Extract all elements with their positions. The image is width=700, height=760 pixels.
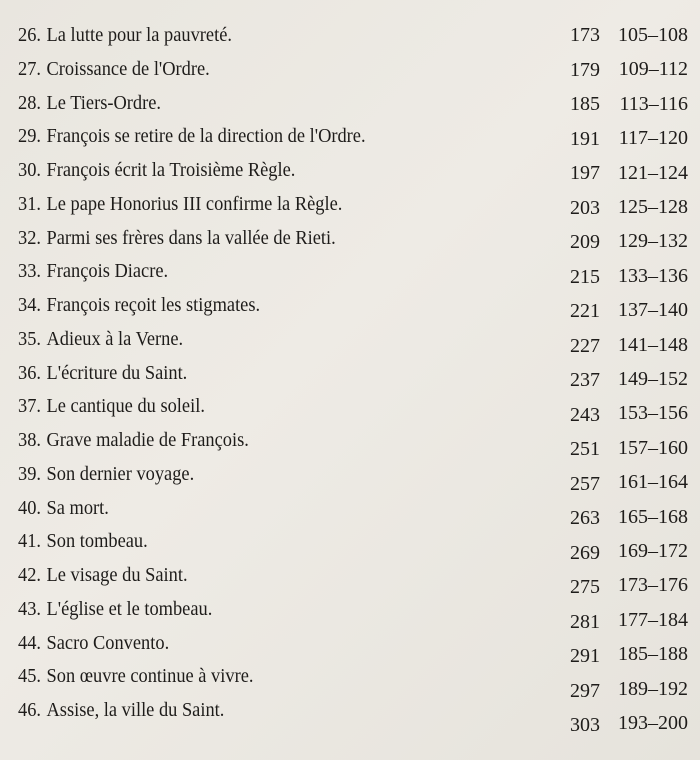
page-range: 141–148: [618, 333, 688, 356]
page-range: 117–120: [618, 127, 688, 150]
toc-entry-title: [18, 395, 205, 418]
page-range: 109–112: [618, 58, 688, 81]
toc-entry-title: [18, 58, 210, 81]
page-range: 129–132: [618, 230, 688, 253]
page-number: 209: [570, 231, 600, 253]
page-range: 157–160: [618, 436, 688, 459]
toc-entry-title: [18, 193, 342, 216]
page-number: 303: [570, 714, 600, 736]
page-number: 263: [570, 507, 600, 529]
chapter-number: 37.: [18, 395, 41, 418]
chapter-title: Son tombeau.: [46, 530, 148, 553]
page-range: 173–176: [618, 574, 688, 597]
chapter-number: 34.: [18, 294, 41, 316]
page-range: 189–192: [618, 677, 688, 700]
page-range: 105–108: [618, 24, 688, 46]
page-range: 185–188: [618, 643, 688, 666]
page-number: 203: [570, 196, 600, 219]
chapter-number: 27.: [18, 57, 41, 80]
chapter-title: Parmi ses frères dans la vallée de Rieti.: [46, 226, 336, 249]
chapter-number: 40.: [18, 496, 41, 519]
toc-entry-title: [18, 92, 161, 115]
chapter-number: 36.: [18, 361, 41, 384]
toc-entry-title: [18, 328, 183, 351]
page-number: 275: [570, 576, 600, 598]
chapter-title: Son dernier voyage.: [46, 462, 195, 485]
toc-entry-title: [18, 699, 224, 722]
chapter-number: 30.: [18, 159, 41, 181]
toc-entry-title: [18, 564, 188, 587]
toc-entry-title: [18, 294, 260, 317]
toc-entry-title: [18, 159, 295, 182]
chapter-title: Sacro Convento.: [46, 631, 170, 654]
chapter-title: Grave maladie de François.: [46, 429, 249, 451]
toc-entry-title: [18, 530, 148, 553]
toc-entry-title: [18, 632, 169, 655]
page-range: 125–128: [618, 196, 688, 218]
chapter-title: La lutte pour la pauvreté.: [46, 24, 232, 46]
page-number: 237: [570, 369, 600, 391]
page-range: 121–124: [618, 161, 688, 184]
page-range: 149–152: [618, 368, 688, 390]
chapter-title: L'église et le tombeau.: [46, 597, 213, 620]
chapter-title: Le visage du Saint.: [46, 564, 188, 586]
page-number: 281: [570, 610, 600, 633]
toc-entry-title: [18, 24, 232, 47]
chapter-title: François se retire de la direction de l'Ordre.: [46, 125, 366, 148]
chapter-title: L'écriture du Saint.: [46, 361, 188, 384]
page-number: 227: [570, 334, 600, 357]
page-range: 165–168: [618, 505, 688, 528]
chapter-number: 39.: [18, 462, 41, 485]
toc-entry-title: [18, 125, 366, 148]
chapter-number: 31.: [18, 192, 41, 215]
page-range: 137–140: [618, 299, 688, 322]
page-number: 257: [570, 472, 600, 495]
toc-entry-title: [18, 598, 212, 621]
page-number: 291: [570, 645, 600, 667]
page-number: 191: [570, 127, 600, 150]
chapter-number: 38.: [18, 429, 41, 451]
chapter-title: François Diacre.: [46, 260, 169, 283]
chapter-number: 28.: [18, 91, 41, 114]
toc-entry-title: [18, 463, 194, 486]
page-range: 113–116: [619, 92, 688, 115]
chapter-title: Assise, la ville du Saint.: [46, 699, 225, 721]
toc-entry-title: [18, 665, 253, 688]
toc-entry-title: [18, 260, 168, 283]
page-number: 251: [570, 438, 600, 460]
toc-entry-title: [18, 362, 187, 385]
chapter-title: Croissance de l'Ordre.: [46, 57, 210, 80]
page-range: 161–164: [618, 471, 688, 494]
chapter-number: 26.: [18, 24, 41, 46]
chapter-title: Le pape Honorius III confirme la Règle.: [46, 192, 343, 215]
chapter-title: Le cantique du soleil.: [46, 395, 205, 418]
chapter-title: François reçoit les stigmates.: [46, 294, 261, 316]
chapter-number: 45.: [18, 665, 41, 688]
chapter-number: 35.: [18, 327, 41, 350]
chapter-title: Son œuvre continue à vivre.: [46, 665, 254, 688]
chapter-number: 46.: [18, 699, 41, 721]
chapter-number: 42.: [18, 564, 41, 586]
chapter-number: 33.: [18, 260, 41, 283]
page-number: 221: [570, 300, 600, 322]
chapter-number: 41.: [18, 530, 41, 553]
page-number: 197: [570, 162, 600, 184]
page-number: 215: [570, 265, 600, 288]
page-range: 169–172: [618, 540, 688, 562]
page-number: 179: [570, 58, 600, 81]
toc-entry-title: [18, 227, 336, 250]
toc-entry-title: [18, 497, 109, 520]
toc-entry-title: [18, 429, 249, 452]
page-range: 177–184: [618, 608, 688, 631]
chapter-title: Sa mort.: [46, 496, 109, 519]
chapter-number: 43.: [18, 597, 41, 620]
page-range: 193–200: [618, 712, 688, 734]
page-range: 133–136: [618, 264, 688, 287]
page-number: 173: [570, 24, 600, 46]
chapter-number: 32.: [18, 226, 41, 249]
page-range: 153–156: [618, 402, 688, 425]
chapter-title: François écrit la Troisième Règle.: [46, 159, 296, 181]
chapter-title: Adieux à la Verne.: [46, 327, 184, 350]
page-number: 297: [570, 679, 600, 702]
page-number: 243: [570, 403, 600, 426]
page-number: 185: [570, 93, 600, 115]
page-number: 269: [570, 541, 600, 564]
chapter-number: 44.: [18, 631, 41, 654]
chapter-title: Le Tiers-Ordre.: [46, 91, 162, 114]
chapter-number: 29.: [18, 125, 41, 148]
